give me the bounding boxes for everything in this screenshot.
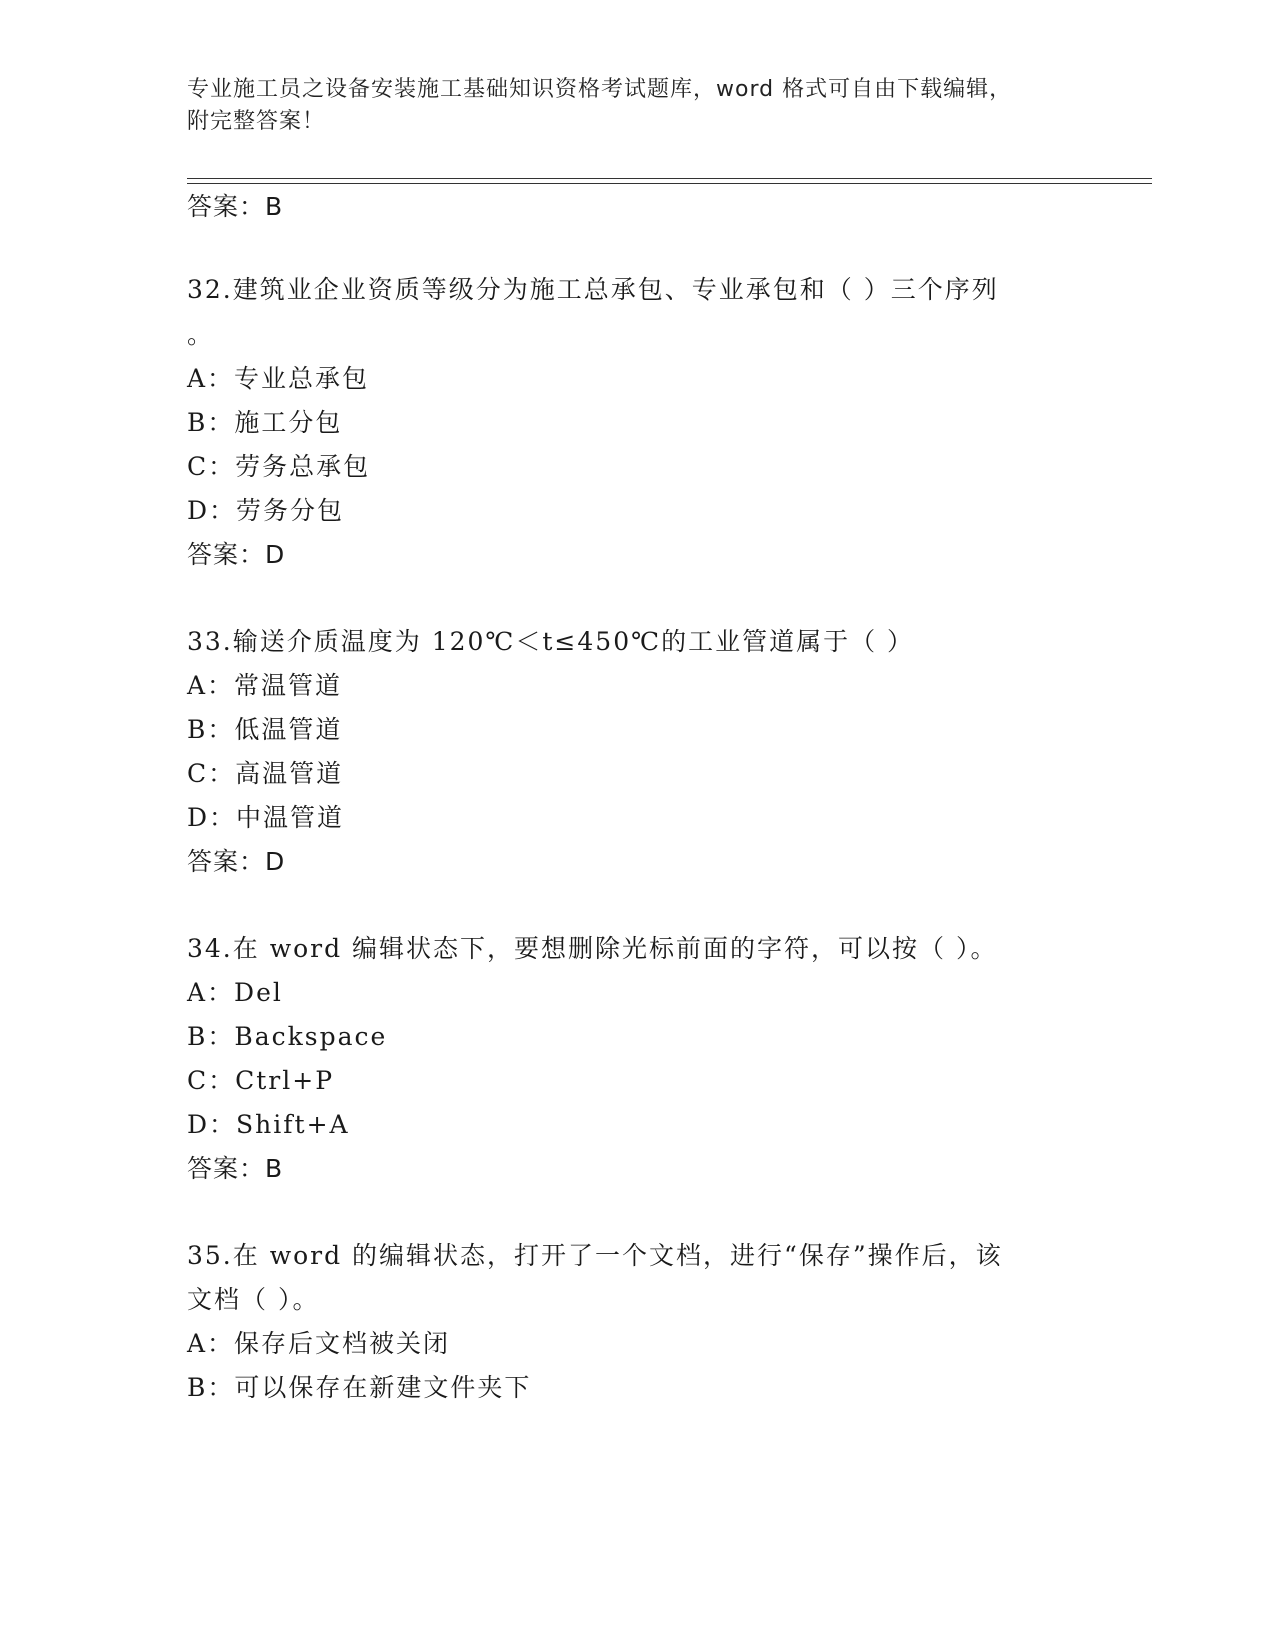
- header-divider-top: [187, 178, 1152, 179]
- q32-option-c: C：劳务总承包: [187, 452, 371, 481]
- q33-option-d: D：中温管道: [187, 803, 345, 832]
- q35-stem-line-1: 35.在 word 的编辑状态，打开了一个文档，进行“保存”操作后，该: [187, 1241, 1003, 1270]
- q34-option-c: C：Ctrl+P: [187, 1066, 335, 1095]
- q32-stem-line-1: 32.建筑业企业资质等级分为施工总承包、专业承包和（ ）三个序列: [187, 275, 999, 304]
- q32-option-d: D：劳务分包: [187, 496, 345, 525]
- q35-option-a: A：保存后文档被关闭: [187, 1329, 451, 1358]
- header-line-2: 附完整答案！: [187, 109, 326, 134]
- q32-answer: 答案：D: [187, 540, 286, 569]
- answer-31: 答案：B: [187, 192, 284, 221]
- header-line-1: 专业施工员之设备安装施工基础知识资格考试题库，word 格式可自由下载编辑，: [187, 77, 1013, 102]
- q34-stem: 34.在 word 编辑状态下，要想删除光标前面的字符，可以按（ ）。: [187, 934, 998, 963]
- q32-stem-line-2: 。: [187, 320, 215, 349]
- document-header: [187, 74, 1067, 138]
- header-divider-bottom: [187, 183, 1152, 184]
- q34-option-b: B：Backspace: [187, 1022, 388, 1051]
- q33-option-c: C：高温管道: [187, 759, 344, 788]
- q33-stem: 33.输送介质温度为 120℃＜t≤450℃的工业管道属于（ ）: [187, 627, 915, 656]
- q35-option-b: B：可以保存在新建文件夹下: [187, 1373, 532, 1402]
- q35-stem-line-2: 文档（ ）。: [187, 1285, 320, 1314]
- q32-option-b: B：施工分包: [187, 408, 343, 437]
- q34-option-a: A：Del: [187, 978, 283, 1007]
- q32-option-a: A：专业总承包: [187, 364, 370, 393]
- q34-answer: 答案：B: [187, 1154, 284, 1183]
- q33-answer: 答案：D: [187, 847, 286, 876]
- q33-option-b: B：低温管道: [187, 715, 343, 744]
- q34-option-d: D：Shift+A: [187, 1110, 350, 1139]
- q33-option-a: A：常温管道: [187, 671, 343, 700]
